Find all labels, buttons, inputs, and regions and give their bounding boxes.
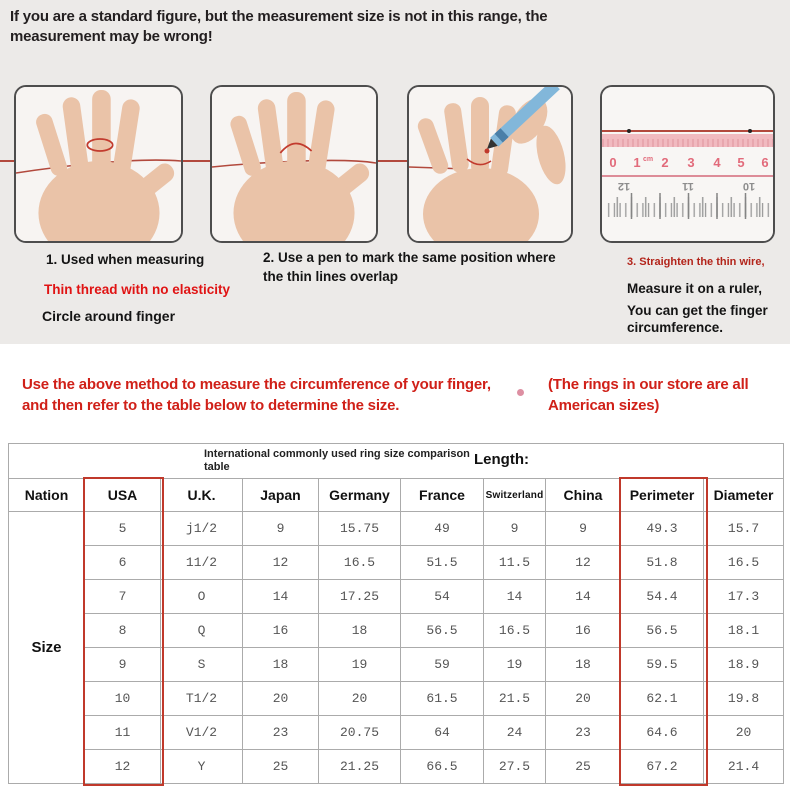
- store-note-line1: (The rings in our store are all: [548, 376, 749, 393]
- ruler-number: 3: [687, 155, 695, 170]
- table-cell: 18: [243, 648, 319, 682]
- table-cell: 14: [484, 580, 546, 614]
- table-cell: 20.75: [319, 716, 401, 750]
- table-cell: 56.5: [401, 614, 484, 648]
- ruler-number: 5: [737, 155, 745, 170]
- step3-highlight: 3. Straighten the thin wire,: [627, 256, 765, 268]
- table-cell: 19: [484, 648, 546, 682]
- step1-highlight: Thin thread with no elasticity: [44, 282, 231, 297]
- table-cell: 16.5: [319, 546, 401, 580]
- col-header-diameter: Diameter: [704, 479, 784, 512]
- decorative-dot: [517, 389, 524, 396]
- photo-ruler: [600, 85, 775, 243]
- table-cell: 9: [484, 512, 546, 546]
- step3-line1: Measure it on a ruler,: [627, 281, 763, 296]
- table-cell: 10: [85, 682, 161, 716]
- table-cell: 62.1: [621, 682, 704, 716]
- table-cell: 16: [546, 614, 621, 648]
- length-label: Length:: [474, 451, 529, 468]
- table-cell: 12: [546, 546, 621, 580]
- table-cell: 59.5: [621, 648, 704, 682]
- col-header-china: China: [546, 479, 621, 512]
- warning-text: If you are a standard figure, but the measurement size is not in this range, the measurement may be wrong!: [10, 8, 548, 45]
- ruler-illustration: [602, 87, 773, 241]
- table-cell: 9: [546, 512, 621, 546]
- table-cell: 9: [243, 512, 319, 546]
- table-cell: 20: [546, 682, 621, 716]
- photo-pen-mark: [407, 85, 573, 243]
- table-cell: 17.25: [319, 580, 401, 614]
- table-cell: 64: [401, 716, 484, 750]
- table-cell: 9: [85, 648, 161, 682]
- hand-thread-illustration: [16, 87, 181, 241]
- hand-thread-illustration: [212, 87, 376, 241]
- step3-caption: [627, 302, 768, 336]
- col-header-switzerland: Switzerland: [484, 479, 546, 512]
- table-row: [9, 648, 784, 682]
- table-cell: 51.5: [401, 546, 484, 580]
- step3-line3: circumference.: [627, 320, 724, 335]
- table-cell: T1/2: [161, 682, 243, 716]
- table-cell: 16.5: [704, 546, 784, 580]
- table-cell: 15.7: [704, 512, 784, 546]
- table-cell: 17.3: [704, 580, 784, 614]
- table-title: International commonly used ring size comparison table: [204, 448, 470, 473]
- table-row: [9, 512, 784, 546]
- instruction-line1: Use the above method to measure the circumference of your finger,: [22, 376, 491, 393]
- table-header-row: [9, 479, 784, 512]
- ring-size-table: [8, 443, 783, 782]
- table-cell: 5: [85, 512, 161, 546]
- table-row: [9, 546, 784, 580]
- table-cell: 19: [319, 648, 401, 682]
- table-cell: 18.9: [704, 648, 784, 682]
- table-cell: 61.5: [401, 682, 484, 716]
- size-row-label: Size: [9, 512, 85, 784]
- table-cell: 21.5: [484, 682, 546, 716]
- table-cell: 18: [319, 614, 401, 648]
- table-cell: 21.25: [319, 750, 401, 784]
- ruler-number: 1: [633, 155, 641, 170]
- step2-line2: the thin lines overlap: [263, 269, 399, 284]
- table-cell: 18.1: [704, 614, 784, 648]
- col-header-france: France: [401, 479, 484, 512]
- table-cell: O: [161, 580, 243, 614]
- step1-subtitle: Circle around finger: [42, 308, 176, 324]
- table-cell: 49.3: [621, 512, 704, 546]
- table-cell: 12: [243, 546, 319, 580]
- size-comparison-table: [8, 443, 784, 784]
- table-cell: 21.4: [704, 750, 784, 784]
- table-row: [9, 716, 784, 750]
- table-cell: 6: [85, 546, 161, 580]
- table-cell: Q: [161, 614, 243, 648]
- instruction-text: [22, 374, 491, 416]
- ruler-unit-label: cm: [642, 156, 654, 163]
- table-cell: 56.5: [621, 614, 704, 648]
- table-cell: j1/2: [161, 512, 243, 546]
- table-cell: 64.6: [621, 716, 704, 750]
- table-cell: 16: [243, 614, 319, 648]
- table-cell: 20: [319, 682, 401, 716]
- table-cell: 14: [243, 580, 319, 614]
- table-title-row: [9, 444, 784, 479]
- table-cell: 11: [85, 716, 161, 750]
- store-note: [548, 374, 749, 416]
- col-header-uk: U.K.: [161, 479, 243, 512]
- table-cell: 25: [243, 750, 319, 784]
- table-cell: 66.5: [401, 750, 484, 784]
- table-cell: 49: [401, 512, 484, 546]
- table-cell: 14: [546, 580, 621, 614]
- table-cell: 67.2: [621, 750, 704, 784]
- ruler-number: 6: [761, 155, 769, 170]
- thread-mark-dot: [748, 129, 752, 133]
- thread-mark-dot: [627, 129, 631, 133]
- photo-measure-thread-2: [210, 85, 378, 243]
- table-cell: 18: [546, 648, 621, 682]
- ruler-number-flipped: 11: [682, 180, 694, 192]
- table-cell: 59: [401, 648, 484, 682]
- store-note-line2: American sizes): [548, 397, 660, 414]
- table-row: [9, 580, 784, 614]
- table-cell: 23: [546, 716, 621, 750]
- photo-measure-thread-1: [14, 85, 183, 243]
- table-row: [9, 682, 784, 716]
- table-cell: 54: [401, 580, 484, 614]
- table-cell: 8: [85, 614, 161, 648]
- ruler-number: 2: [661, 155, 669, 170]
- ruler-number-flipped: 10: [742, 180, 756, 192]
- col-header-perimeter: Perimeter: [621, 479, 704, 512]
- table-cell: 25: [546, 750, 621, 784]
- col-header-usa: USA: [85, 479, 161, 512]
- instruction-line2: and then refer to the table below to determine the size.: [22, 397, 400, 414]
- col-header-germany: Germany: [319, 479, 401, 512]
- table-cell: 24: [484, 716, 546, 750]
- table-cell: 11.5: [484, 546, 546, 580]
- table-cell: 54.4: [621, 580, 704, 614]
- table-cell: 51.8: [621, 546, 704, 580]
- table-cell: 20: [243, 682, 319, 716]
- ruler-number: 4: [713, 155, 721, 170]
- step2-line1: 2. Use a pen to mark the same position where: [263, 250, 556, 265]
- ruler-number: 0: [609, 155, 617, 170]
- table-cell: 16.5: [484, 614, 546, 648]
- step1-title: 1. Used when measuring: [46, 252, 205, 267]
- table-cell: V1/2: [161, 716, 243, 750]
- table-cell: 7: [85, 580, 161, 614]
- col-header-japan: Japan: [243, 479, 319, 512]
- table-cell: S: [161, 648, 243, 682]
- table-cell: 20: [704, 716, 784, 750]
- ruler-number-flipped: 12: [617, 180, 631, 192]
- step2-caption: [263, 248, 556, 286]
- table-cell: 15.75: [319, 512, 401, 546]
- col-header-nation: Nation: [9, 479, 85, 512]
- table-cell: 23: [243, 716, 319, 750]
- table-cell: 11/2: [161, 546, 243, 580]
- table-row: [9, 614, 784, 648]
- table-cell: 27.5: [484, 750, 546, 784]
- hand-pen-illustration: [409, 87, 571, 241]
- table-cell: Y: [161, 750, 243, 784]
- table-cell: 12: [85, 750, 161, 784]
- table-row: [9, 750, 784, 784]
- step3-line2: You can get the finger: [627, 303, 768, 318]
- table-cell: 19.8: [704, 682, 784, 716]
